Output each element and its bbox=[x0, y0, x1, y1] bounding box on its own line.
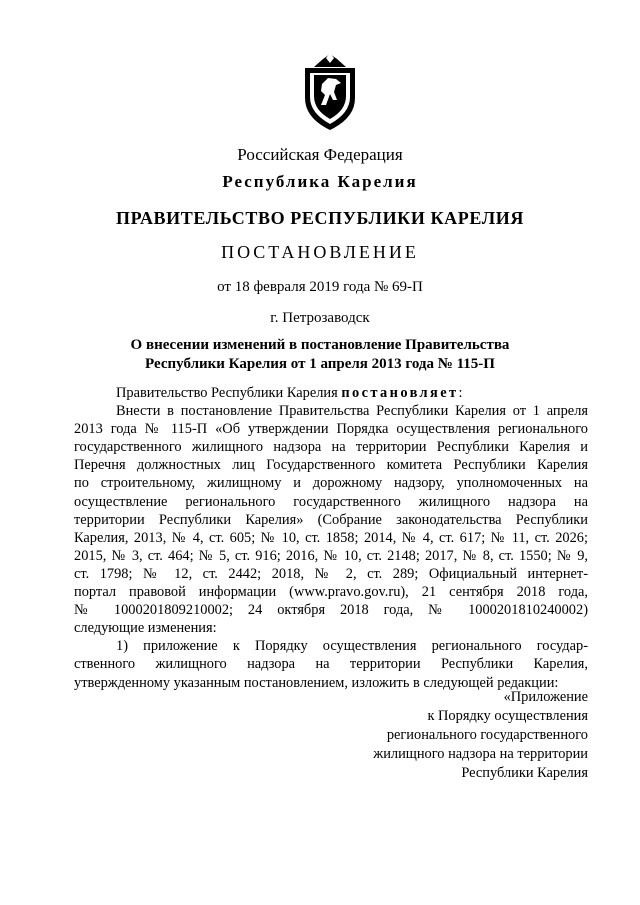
appendix-line: Республики Карелия bbox=[461, 765, 588, 781]
appendix-line: регионального государственного bbox=[386, 727, 588, 743]
paragraph-line: государственного жилищного надзора на территории Республики Карелия и bbox=[74, 439, 588, 456]
intro-text: Правительство Республики Карелия bbox=[116, 385, 342, 401]
intro-paragraph bbox=[74, 384, 588, 402]
intro-verb: постановляет bbox=[341, 385, 459, 401]
paragraph-line: Перечня должностных лиц Государственного комитета Республики Карелия bbox=[74, 457, 588, 474]
subject-line: О внесении изменений в постановление Правительства bbox=[130, 337, 510, 353]
country-name: Российская Федерация bbox=[237, 145, 403, 164]
paragraph-line: портал правовой информации (www.pravo.gov.ru), 21 сентября 2018 года, bbox=[74, 584, 588, 601]
republic-name: Республика Карелия bbox=[222, 172, 418, 191]
intro-colon: : bbox=[458, 385, 463, 401]
paragraph-line: Карелия, 2013, № 4, ст. 605; № 10, ст. 1858; 2014, № 4, ст. 617; № 11, ст. 2026; bbox=[74, 529, 588, 546]
document-date-number: от 18 февраля 2019 года № 69-П bbox=[217, 279, 423, 295]
main-paragraph bbox=[74, 402, 588, 637]
paragraph-line: Внести в постановление Правительства Республики Карелия от 1 апреля bbox=[116, 403, 588, 420]
appendix-line: жилищного надзора на территории bbox=[373, 746, 588, 762]
document-city: г. Петрозаводск bbox=[270, 310, 370, 326]
paragraph-line: № 1000201809210002; 24 октября 2018 года, № 1000201810240002) bbox=[74, 602, 588, 619]
paragraph-line: территории Республики Карелия» (Собрание законодательства Республики bbox=[74, 511, 588, 528]
document-body bbox=[74, 384, 588, 692]
paragraph-line: ст. 1798; № 12, ст. 2442; 2018, № 2, ст. 289; Официальный интернет- bbox=[74, 565, 588, 582]
appendix-line: к Порядку осуществления bbox=[427, 708, 588, 724]
item-1-paragraph bbox=[74, 637, 588, 691]
paragraph-line: осуществление регионального государственного жилищного надзора на bbox=[74, 493, 588, 510]
subject-line: Республики Карелия от 1 апреля 2013 года № 115-П bbox=[145, 356, 495, 372]
paragraph-line: 2013 года № 115-П «Об утверждении Порядка осуществления регионального bbox=[74, 421, 588, 438]
karelia-coat-of-arms-emblem bbox=[300, 52, 360, 132]
appendix-line: «Приложение bbox=[503, 689, 588, 705]
paragraph-line: 1) приложение к Порядку осуществления регионального государ- bbox=[116, 638, 588, 655]
paragraph-line: по строительному, жилищному и дорожному надзору, уполномоченных на bbox=[74, 475, 588, 492]
document-type: ПОСТАНОВЛЕНИЕ bbox=[221, 242, 419, 262]
document-subject bbox=[0, 336, 640, 374]
paragraph-line: утвержденному указанным постановлением, изложить в следующей редакции: bbox=[74, 674, 559, 691]
paragraph-line: 2015, № 3, ст. 464; № 5, ст. 916; 2016, № 10, ст. 2148; 2017, № 8, ст. 1550; № 9, bbox=[74, 547, 588, 564]
appendix-heading bbox=[300, 688, 588, 783]
paragraph-line: следующие изменения: bbox=[74, 620, 217, 637]
government-title: ПРАВИТЕЛЬСТВО РЕСПУБЛИКИ КАРЕЛИЯ bbox=[116, 208, 524, 228]
paragraph-line: ственного жилищного надзора на территории Республики Карелия, bbox=[74, 656, 588, 673]
